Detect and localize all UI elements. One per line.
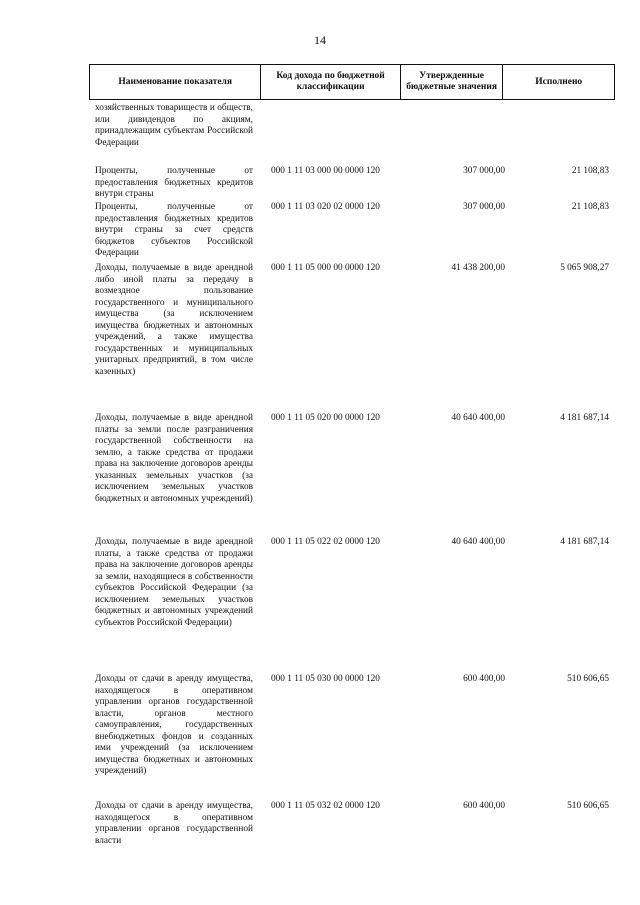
table-row (95, 263, 615, 413)
table-row (95, 537, 615, 674)
row-code: 000 1 11 05 022 02 0000 120 (271, 537, 380, 547)
header-name: Наименование показателя (90, 65, 261, 99)
row-name: Доходы, получаемые в виде арендной либо иной платы за передачу в возмездное пользование государственного и муниципального имущества (за исключением имущества бюджетных и автономных учреждений, а также имущества государственных и муниципальных унитарных предприятий, в том числе казенных) (95, 263, 253, 377)
row-executed: 21 108,83 (571, 202, 609, 212)
table-row (95, 801, 615, 851)
table-header (89, 64, 615, 100)
row-executed: 5 065 908,27 (560, 263, 609, 273)
row-approved: 307 000,00 (463, 202, 505, 212)
row-name: Проценты, полученные от предоставления бюджетных кредитов внутри страны (95, 166, 253, 200)
row-name: Доходы, получаемые в виде арендной платы, а также средства от продажи права на заключение договоров аренды за земли, находящиеся в собственности субъектов Российской Федерации (за исключением земельных участков бюджетных и автономных учреждений субъектов Российской Федерации) (95, 537, 253, 628)
row-executed: 4 181 687,14 (560, 537, 609, 547)
row-code: 000 1 11 05 020 00 0000 120 (271, 413, 380, 423)
table-row (95, 413, 615, 537)
row-approved: 40 640 400,00 (451, 413, 505, 423)
row-name: Доходы от сдачи в аренду имущества, находящегося в оперативном управлении органов государственной власти, органов местного самоуправления, государственных внебюджетных фондов и созданных ими учреждений (за исключением имущества бюджетных и автономных учреждений) (95, 674, 253, 777)
header-executed: Исполнено (535, 76, 583, 87)
row-approved: 40 640 400,00 (451, 537, 505, 547)
row-approved: 41 438 200,00 (451, 263, 505, 273)
row-name: Проценты, полученные от предоставления бюджетных кредитов внутри страны за счет средств бюджетов субъектов Российской Федерации (95, 202, 253, 259)
row-name: хозяйственных товариществ и обществ, или дивидендов по акциям, принадлежащим субъектам Российской Федерации (95, 103, 253, 148)
row-code: 000 1 11 05 032 02 0000 120 (271, 801, 380, 811)
row-code: 000 1 11 03 020 02 0000 120 (271, 202, 380, 212)
table-body (95, 103, 615, 851)
header-approved: Утвержденные бюджетные значения (401, 65, 504, 99)
table-row (95, 103, 615, 166)
row-code: 000 1 11 05 030 00 0000 120 (271, 674, 380, 684)
row-name: Доходы от сдачи в аренду имущества, находящегося в оперативном управлении органов государственной власти (95, 801, 253, 846)
row-executed: 21 108,83 (571, 166, 609, 176)
row-executed: 510 606,65 (567, 674, 609, 684)
row-approved: 600 400,00 (463, 674, 505, 684)
header-code: Код дохода по бюджетной классификации (261, 65, 400, 99)
table-row (95, 674, 615, 801)
row-name: Доходы, получаемые в виде арендной платы за земли после разграничения государственной собственности на землю, а также средства от продажи права на заключение договоров аренды указанных земельных участков (за исключением земельных участков бюджетных и автономных учреждений) (95, 413, 253, 504)
row-code: 000 1 11 05 000 00 0000 120 (271, 263, 380, 273)
table-row (95, 166, 615, 202)
row-executed: 510 606,65 (567, 801, 609, 811)
table-row (95, 202, 615, 263)
page-number: 14 (314, 33, 326, 47)
row-approved: 307 000,00 (463, 166, 505, 176)
row-approved: 600 400,00 (463, 801, 505, 811)
row-executed: 4 181 687,14 (560, 413, 609, 423)
row-code: 000 1 11 03 000 00 0000 120 (271, 166, 380, 176)
